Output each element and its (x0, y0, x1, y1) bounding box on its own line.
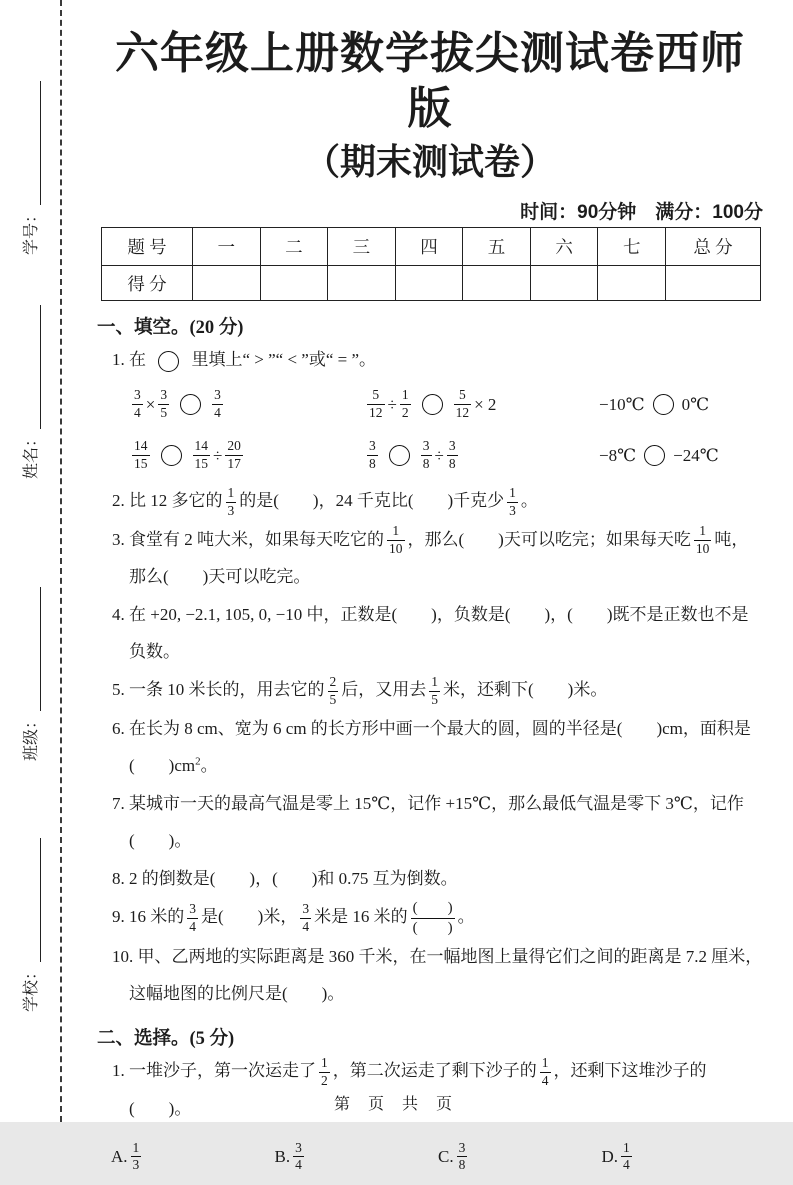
name-field (19, 289, 41, 479)
option-b: B. $\frac{3}{4}$ (274, 1139, 302, 1173)
fraction: $\frac{1}{4}$ (541, 1055, 549, 1089)
question-1: 1. 在 里填上“ > ”“ < ”或“ = ”。 (95, 341, 765, 378)
score-cell (395, 266, 463, 301)
choice-question-1: 1. 一堆沙子，第一次运走了 $\frac{1}{2}$ ，第二次运走了剩下沙子的 $\frac{1}{4}$ ，还剩下这堆沙子的( )。 (112, 1055, 707, 1118)
fraction: $\frac{1}{2}$ (401, 387, 409, 421)
score-cell (328, 266, 396, 301)
fraction: $\frac{3}{4}$ (134, 387, 141, 421)
school-label: 学校： (23, 963, 40, 1012)
name-blank-line (24, 305, 41, 429)
fraction: $\frac{5}{12}$ (369, 387, 383, 421)
question-6: 6. 在长为 8 cm、宽为 6 cm 的长方形中画一个最大的圆，圆的半径是( )cm，面积是( )$cm^2$。 (112, 718, 751, 775)
fraction: $\frac{2}{5}$ (329, 674, 337, 707)
fraction: $\frac{1}{5}$ (431, 674, 438, 707)
compare-row-2 (95, 430, 765, 481)
score-header-col-3: 三 (328, 228, 396, 266)
answer-circle (422, 394, 443, 415)
score-cell (463, 266, 531, 301)
question-7: 7. 某城市一天的最高气温是零上 15℃，记作 +15℃，那么最低气温是零下 3℃，记作( )。 (112, 793, 744, 850)
answer-circle (389, 445, 410, 466)
compare-row-1 (95, 379, 765, 430)
answer-circle (644, 445, 665, 466)
score-table-header-row (102, 228, 761, 266)
fraction: $\frac{1}{2}$ (321, 1055, 328, 1089)
fraction: $\frac{3}{4}$ (295, 1139, 302, 1173)
score-cell (193, 266, 261, 301)
superscript: 2 (195, 755, 201, 768)
student-id-blank-line (24, 81, 41, 205)
class-blank-line (24, 587, 41, 711)
school-field (19, 822, 41, 1012)
fraction: $\frac{1}{10}$ (695, 523, 710, 557)
page-footer: 第 页 共 页 (333, 1096, 459, 1113)
score-header-question-number: 题 号 (102, 228, 193, 266)
name-label: 姓名： (23, 430, 40, 479)
question-8: 8. 2 的倒数是( )，( )和 0.75 互为倒数。 (112, 868, 458, 888)
score-header-col-7: 七 (598, 228, 666, 266)
class-label: 班级： (23, 712, 40, 761)
section-choice-heading: 二、选择。(5 分) (97, 1029, 235, 1050)
question-9: 9. 16 米的 $\frac{3}{4}$ 是( )米， $\frac{3}{4}$ 米是 16 米的 $\frac{( )}{( )}$ 。 (112, 899, 475, 936)
fraction: $\frac{3}{8}$ (422, 438, 430, 472)
score-cell (260, 266, 328, 301)
paper-content (95, 0, 765, 1185)
score-cell (530, 266, 598, 301)
fraction: $\frac{14}{15}$ (194, 438, 208, 472)
answer-circle (158, 351, 179, 372)
student-id-label: 学号： (23, 206, 40, 255)
fraction: $\frac{3}{4}$ (302, 900, 310, 934)
binding-dashed-line (60, 0, 62, 1122)
compare-expression: $\frac{3}{4}$ × $\frac{3}{5}$ $\frac{3}{4}$ (134, 387, 221, 421)
compare-expression: −10℃ 0℃ (599, 394, 710, 414)
answer-circle (180, 394, 201, 415)
option-d: D. $\frac{1}{4}$ (601, 1139, 630, 1173)
section-fill-in-heading: 一、填空。(20 分) (97, 318, 244, 339)
score-row-label: 得 分 (102, 266, 193, 301)
class-field (19, 571, 41, 761)
fraction: $\frac{14}{15}$ (134, 438, 148, 472)
fraction: $\frac{3}{8}$ (458, 1139, 466, 1173)
section-fill-in (95, 313, 765, 1012)
score-header-col-1: 一 (193, 228, 261, 266)
fraction: $\frac{3}{8}$ (448, 438, 456, 472)
fraction: $\frac{1}{3}$ (227, 484, 235, 518)
fraction: $\frac{3}{4}$ (189, 900, 196, 934)
fraction: $\frac{( )}{( )}$ (412, 899, 453, 936)
fraction: $\frac{3}{5}$ (160, 387, 168, 421)
student-id-field (19, 65, 41, 255)
compare-expression: −8℃ −24℃ (599, 445, 719, 465)
question-5: 5. 一条 10 米长的，用去它的 $\frac{2}{5}$ 后，又用去 $\frac{1}{5}$ 米，还剩下( )米。 (112, 674, 608, 707)
fraction: $\frac{3}{4}$ (214, 387, 221, 421)
score-table (101, 227, 761, 301)
fraction: $\frac{1}{10}$ (389, 523, 403, 557)
score-header-col-4: 四 (395, 228, 463, 266)
question-2: 2. 比 12 多它的 $\frac{1}{3}$ 的是( )，24 千克比( )千克少 $\frac{1}{3}$ 。 (112, 484, 538, 518)
score-cell-total (666, 266, 761, 301)
choice-options-row (95, 1133, 765, 1181)
paper-title: 六年级上册数学拔尖测试卷西师版 (115, 29, 745, 133)
fraction: $\frac{1}{3}$ (509, 484, 516, 518)
fraction: $\frac{5}{12}$ (455, 387, 470, 421)
time-score-info: 时间：90分钟 满分：100分 (520, 202, 763, 224)
question-3: 3. 食堂有 2 吨大米，如果每天吃它的 $\frac{1}{10}$ ，那么( )天可以吃完；如果每天吃 $\frac{1}{10}$ 吨，那么( )天可以吃完。 (112, 523, 749, 587)
question-4: 4. 在 +20, −2.1, 105, 0, −10 中，正数是( )，负数是( )，( )既不是正数也不是负数。 (112, 605, 749, 662)
score-header-col-5: 五 (463, 228, 531, 266)
school-blank-line (24, 838, 41, 962)
compare-expression: $\frac{3}{8}$ $\frac{3}{8}$ ÷ $\frac{3}{8}$ (369, 438, 456, 472)
fraction: $\frac{3}{8}$ (369, 438, 376, 472)
answer-circle (161, 445, 182, 466)
option-c: C. $\frac{3}{8}$ (438, 1139, 466, 1173)
score-header-total: 总 分 (666, 228, 761, 266)
fraction: $\frac{20}{17}$ (227, 438, 241, 472)
compare-expression: $\frac{14}{15}$ $\frac{14}{15}$ ÷ $\frac{20}{17}$ (134, 438, 241, 472)
compare-expression: $\frac{5}{12}$ ÷ $\frac{1}{2}$ $\frac{5}{12}$ × 2 (369, 387, 497, 421)
score-header-col-6: 六 (530, 228, 598, 266)
question-10: 10. 甲、乙两地的实际距离是 360 千米，在一幅地图上量得它们之间的距离是 7.2 厘米，这幅地图的比例尺是( )。 (112, 947, 763, 1004)
option-a: A. $\frac{1}{3}$ (111, 1139, 140, 1173)
answer-circle (653, 394, 674, 415)
fraction: $\frac{1}{3}$ (132, 1139, 140, 1173)
score-cell (598, 266, 666, 301)
fraction: $\frac{1}{4}$ (623, 1139, 630, 1173)
paper-subtitle: （期末测试卷） (303, 141, 556, 182)
score-header-col-2: 二 (260, 228, 328, 266)
score-table-score-row (102, 266, 761, 301)
